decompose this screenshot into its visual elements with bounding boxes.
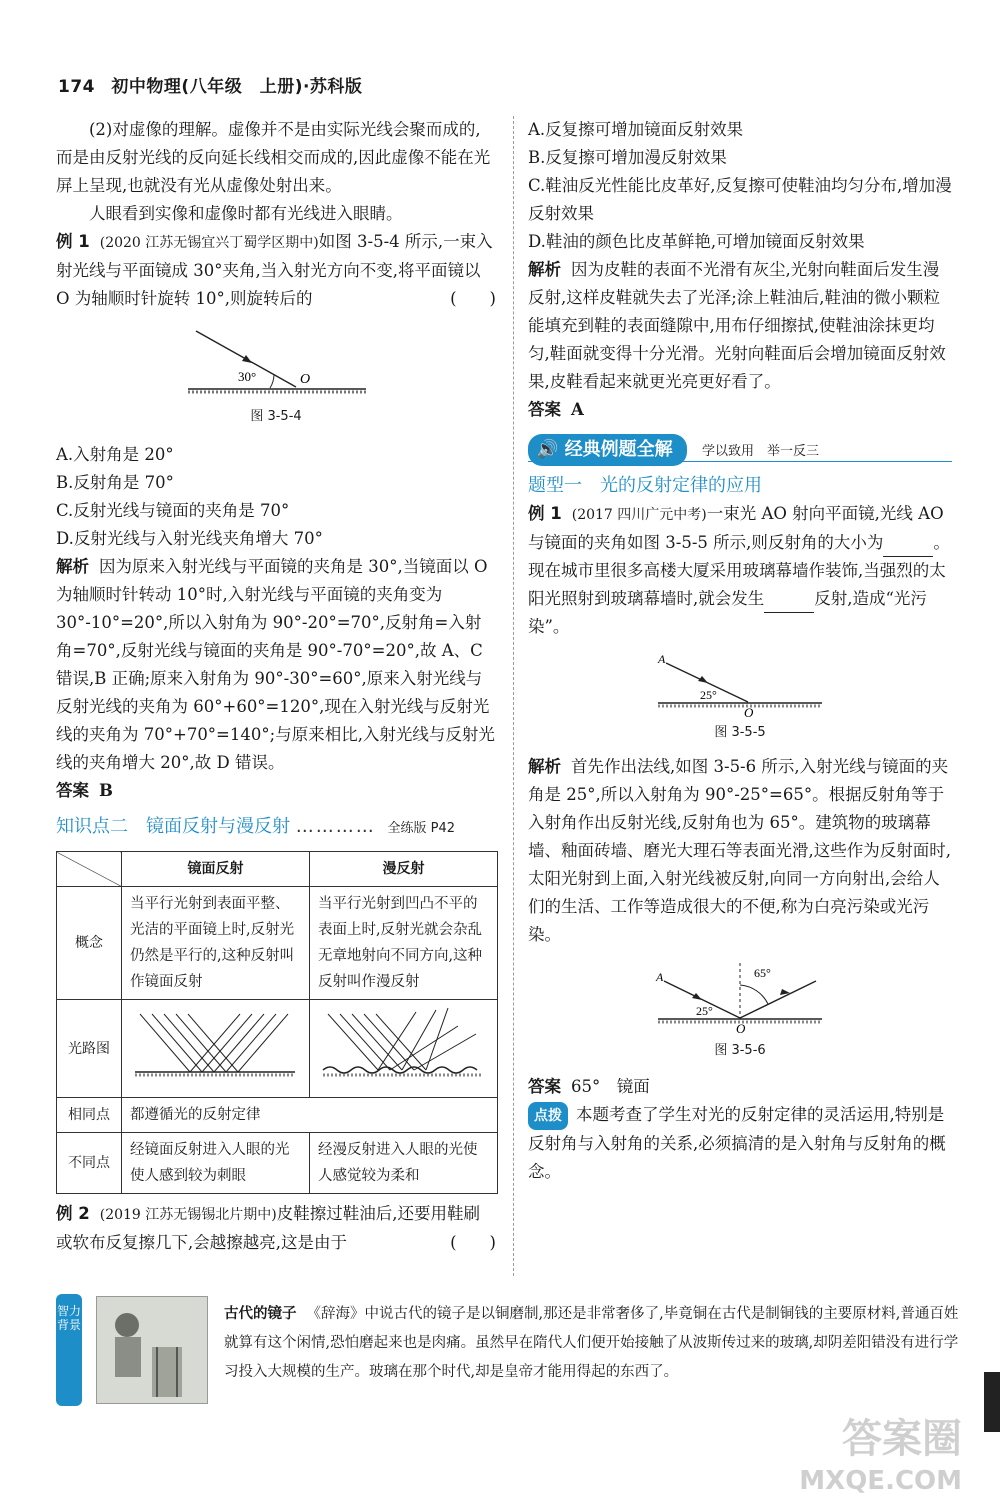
tip (528, 1101, 952, 1186)
watermark-url: MXQE.COM (799, 1466, 962, 1496)
tip-text: 本题考查了学生对光的反射定律的灵活运用,特别是反射角与入射角的关系,必须搞清的是入射角与反射角的概念。 (528, 1105, 946, 1181)
comparison-table (56, 851, 498, 1194)
section-dots: ………… (295, 816, 376, 837)
analysis (528, 753, 952, 949)
option-c: C.鞋油反光性能比皮革好,反复擦可使鞋油均匀分布,增加漫反射效果 (528, 176, 952, 223)
book-title: 初中物理(八年级 上册)·苏科版 (111, 77, 363, 97)
example-label: 例 1 (528, 504, 562, 523)
intro-paragraph: 人眼看到实像和虚像时都有光线进入眼睛。 (89, 204, 403, 223)
banner-subtitle: 学以致用 举一反三 (701, 444, 819, 459)
option-b: B.反射角是 70° (56, 473, 174, 492)
angle-arc (270, 375, 274, 388)
table-row (57, 887, 498, 1000)
point-o-label: O (744, 705, 754, 717)
illustration-photo (96, 1296, 208, 1404)
figure-caption: 图 3-5-6 (714, 1043, 766, 1058)
table-cell (122, 1000, 310, 1098)
background-box (56, 1294, 959, 1406)
edge-bar (984, 1372, 1000, 1432)
section-title: 知识点二 镜面反射与漫反射 (56, 816, 290, 837)
answer-paren: ( ) (450, 1233, 496, 1252)
table-cell: 都遵循光的反射定律 (122, 1098, 498, 1133)
watermark (799, 1418, 962, 1502)
col-header-diffuse: 漫反射 (309, 852, 497, 887)
angle-arc (740, 985, 768, 1004)
option-c: C.反射光线与镜面的夹角是 70° (56, 501, 290, 520)
side-tab: 智力背景 (56, 1294, 82, 1406)
section-banner (528, 434, 952, 464)
intro-paragraph: (2)对虚像的理解。虚像并不是由实际光线会聚而成的,而是由反射光线的反向延长线相交而成的,因此虚像不能在光屏上呈现,也就没有光从虚像处射出来。 (56, 120, 491, 195)
analysis-text: 首先作出法线,如图 3-5-6 所示,入射光线与镜面的夹角是 25°,所以入射角为 90°-25°=65°。根据反射角等于入射角作出反射光线,反射角也为 65°。建筑物的玻璃幕墙、釉面砖墙、磨光大理石等表面光滑,这些作为反射面时,太阳光射到上面,入射光线被反射,向同一方向射出,会给人们的生活、工作等造成很大的不便,称为白亮污染或光污染。 (528, 757, 951, 944)
row-header: 相同点 (57, 1098, 122, 1133)
reflected-ray (740, 981, 816, 1018)
example-text: 。现在城市里很多高楼大厦采用玻璃幕墙作装饰,当强烈的太阳光照射到玻璃幕墙时,就会发生 (528, 533, 950, 608)
angle-label: 25° (700, 688, 717, 702)
answer (528, 1073, 952, 1101)
right-column (528, 116, 952, 1186)
table-cell: 当平行光射到凹凸不平的表面上时,反射光就会杂乱无章地射向不同方向,这种反射叫作漫反射 (309, 887, 497, 1000)
point-a-label: A (656, 970, 664, 984)
point-a-label: A (658, 652, 666, 666)
analysis-label: 解析 (528, 260, 561, 279)
diffuse-reflection-diagram (318, 1004, 488, 1084)
fill-blank[interactable] (764, 594, 814, 613)
table-header-row (57, 852, 498, 887)
option-b: B.反复擦可增加漫反射效果 (528, 148, 727, 167)
col-header-specular: 镜面反射 (122, 852, 310, 887)
banner-title: 🔊 经典例题全解 (528, 434, 687, 466)
analysis-text: 因为原来入射光线与平面镜的夹角是 30°,当镜面以 O 为轴顺时针转动 10°时,入射光线与平面镜的夹角变为 30°-10°=20°,所以入射角为 90°-20°=70°,反射角=入射角=70°,反射光线与镜面的夹角是 90°-70°=20°,故 A、C 错误,B 正确;原来入射角为 90°-30°=60°,原来入射光线与反射光线的夹角为 60°+60°=120°,现在入射光线与反射光线的夹角为 70°+70°=140°;与原来相比,入射光线与反射光线的夹角增大 20°,故 D 错误。 (56, 557, 495, 772)
answer-value: B (99, 781, 113, 800)
table-row (57, 1000, 498, 1098)
section-heading (56, 813, 496, 843)
option-d: D.反射光线与入射光线夹角增大 70° (56, 529, 323, 548)
tip-badge: 点拨 (528, 1102, 568, 1130)
angle-label: 65° (754, 966, 771, 980)
question-type-heading: 题型一 光的反射定律的应用 (528, 475, 762, 496)
example-source: (2017 四川广元中考) (571, 507, 707, 523)
option-d: D.鞋油的颜色比皮革鲜艳,可增加镜面反射效果 (528, 232, 865, 251)
angle-label: 30° (238, 369, 257, 384)
row-header: 光路图 (57, 1000, 122, 1098)
table-cell: 经漫反射进入人眼的光使人感觉较为柔和 (309, 1133, 497, 1194)
example-text: 反射,造成“光污染”。 (528, 589, 927, 636)
table-cell: 当平行光射到表面平整、光洁的平面镜上时,反射光仍然是平行的,这种反射叫作镜面反射 (122, 887, 310, 1000)
example-source: (2020 江苏无锡宜兴丁蜀学区期中) (99, 235, 319, 251)
point-o-label: O (736, 1021, 746, 1035)
answer-value: 65° 镜面 (571, 1077, 650, 1096)
example-text: 一束光 AO 射向平面镜,光线 AO 与镜面的夹角如图 3-5-5 所示,则反射角的大小为 (528, 504, 944, 552)
example-2-question (56, 1200, 496, 1257)
example-label: 例 1 (56, 232, 90, 251)
example-text: 皮鞋擦过鞋油后,还要用鞋刷或软布反复擦几下,会越擦越亮,这是由于 (56, 1204, 480, 1252)
answer-label: 答案 (528, 400, 561, 419)
row-header: 概念 (57, 887, 122, 1000)
background-body: 《辞海》中说古代的镜子是以铜磨制,那还是非常奢侈了,毕竟铜在古代是制铜钱的主要原材料,普通百姓就算有这个闲情,恐怕磨起来也是肉痛。虽然早在隋代人们便开始接触了从波斯传过来的玻璃,却阴差阳错没有进行学习投入大规模的生产。玻璃在那个时代,却是皇帝才能用得起的东西了。 (224, 1306, 959, 1380)
analysis-text: 因为皮鞋的表面不光滑有灰尘,光射向鞋面后发生漫反射,这样皮鞋就失去了光泽;涂上鞋油后,鞋油的微小颗粒能填充到鞋的表面缝隙中,用布仔细擦拭,使鞋油涂抹更均匀,鞋面就变得十分光滑。光射向鞋面后会增加镜面反射效果,皮鞋看起来就更光亮更好看了。 (528, 260, 946, 391)
table-cell: 经镜面反射进入人眼的光使人感到较为刺眼 (122, 1133, 310, 1194)
table-row (57, 1133, 498, 1194)
figure-caption: 图 3-5-5 (714, 725, 766, 740)
background-title: 古代的镜子 (224, 1306, 297, 1322)
figure-3-5-4 (176, 319, 376, 401)
row-header: 不同点 (57, 1133, 122, 1194)
option-a: A.入射角是 20° (56, 445, 174, 464)
analysis (56, 553, 496, 777)
figure-caption: 图 3-5-4 (250, 409, 302, 424)
background-text (224, 1300, 959, 1387)
ray-arrow (242, 355, 252, 363)
answer-label: 答案 (56, 781, 89, 800)
column-divider (513, 116, 514, 1276)
answer-paren: ( ) (450, 289, 496, 308)
example-source: (2019 江苏无锡锡北片期中) (99, 1207, 277, 1223)
analysis-label: 解析 (56, 557, 89, 576)
figure-3-5-6 (650, 955, 830, 1035)
fill-blank[interactable] (883, 538, 933, 557)
answer-label: 答案 (528, 1077, 561, 1096)
example-text: 如图 3-5-4 所示,一束入射光线与平面镜成 30°夹角,当入射光方向不变,将平面镜以 O 为轴顺时针旋转 10°,则旋转后的 (56, 232, 493, 308)
analysis-label: 解析 (528, 757, 561, 776)
table-cell (309, 1000, 497, 1098)
example-label: 例 2 (56, 1204, 90, 1223)
ray-arrow (698, 676, 708, 683)
point-o-label: O (300, 372, 311, 387)
angle-label: 25° (696, 1004, 713, 1018)
table-corner (57, 852, 122, 887)
option-a: A.反复擦可增加镜面反射效果 (528, 120, 744, 139)
example-1-question (56, 228, 496, 313)
figure-3-5-5 (650, 647, 830, 717)
analysis (528, 256, 952, 396)
example-1-question (528, 500, 952, 641)
speaker-icon: 🔊 (536, 439, 565, 460)
answer (528, 396, 952, 424)
left-column (56, 116, 496, 1257)
table-row (57, 1098, 498, 1133)
page-number: 174 (58, 77, 95, 97)
section-ref: 全练版 P42 (387, 821, 455, 836)
specular-reflection-diagram (130, 1004, 300, 1084)
page-header (58, 72, 362, 97)
watermark-logo: 答案圈 (842, 1416, 962, 1462)
answer-value: A (571, 400, 584, 419)
answer (56, 777, 496, 805)
